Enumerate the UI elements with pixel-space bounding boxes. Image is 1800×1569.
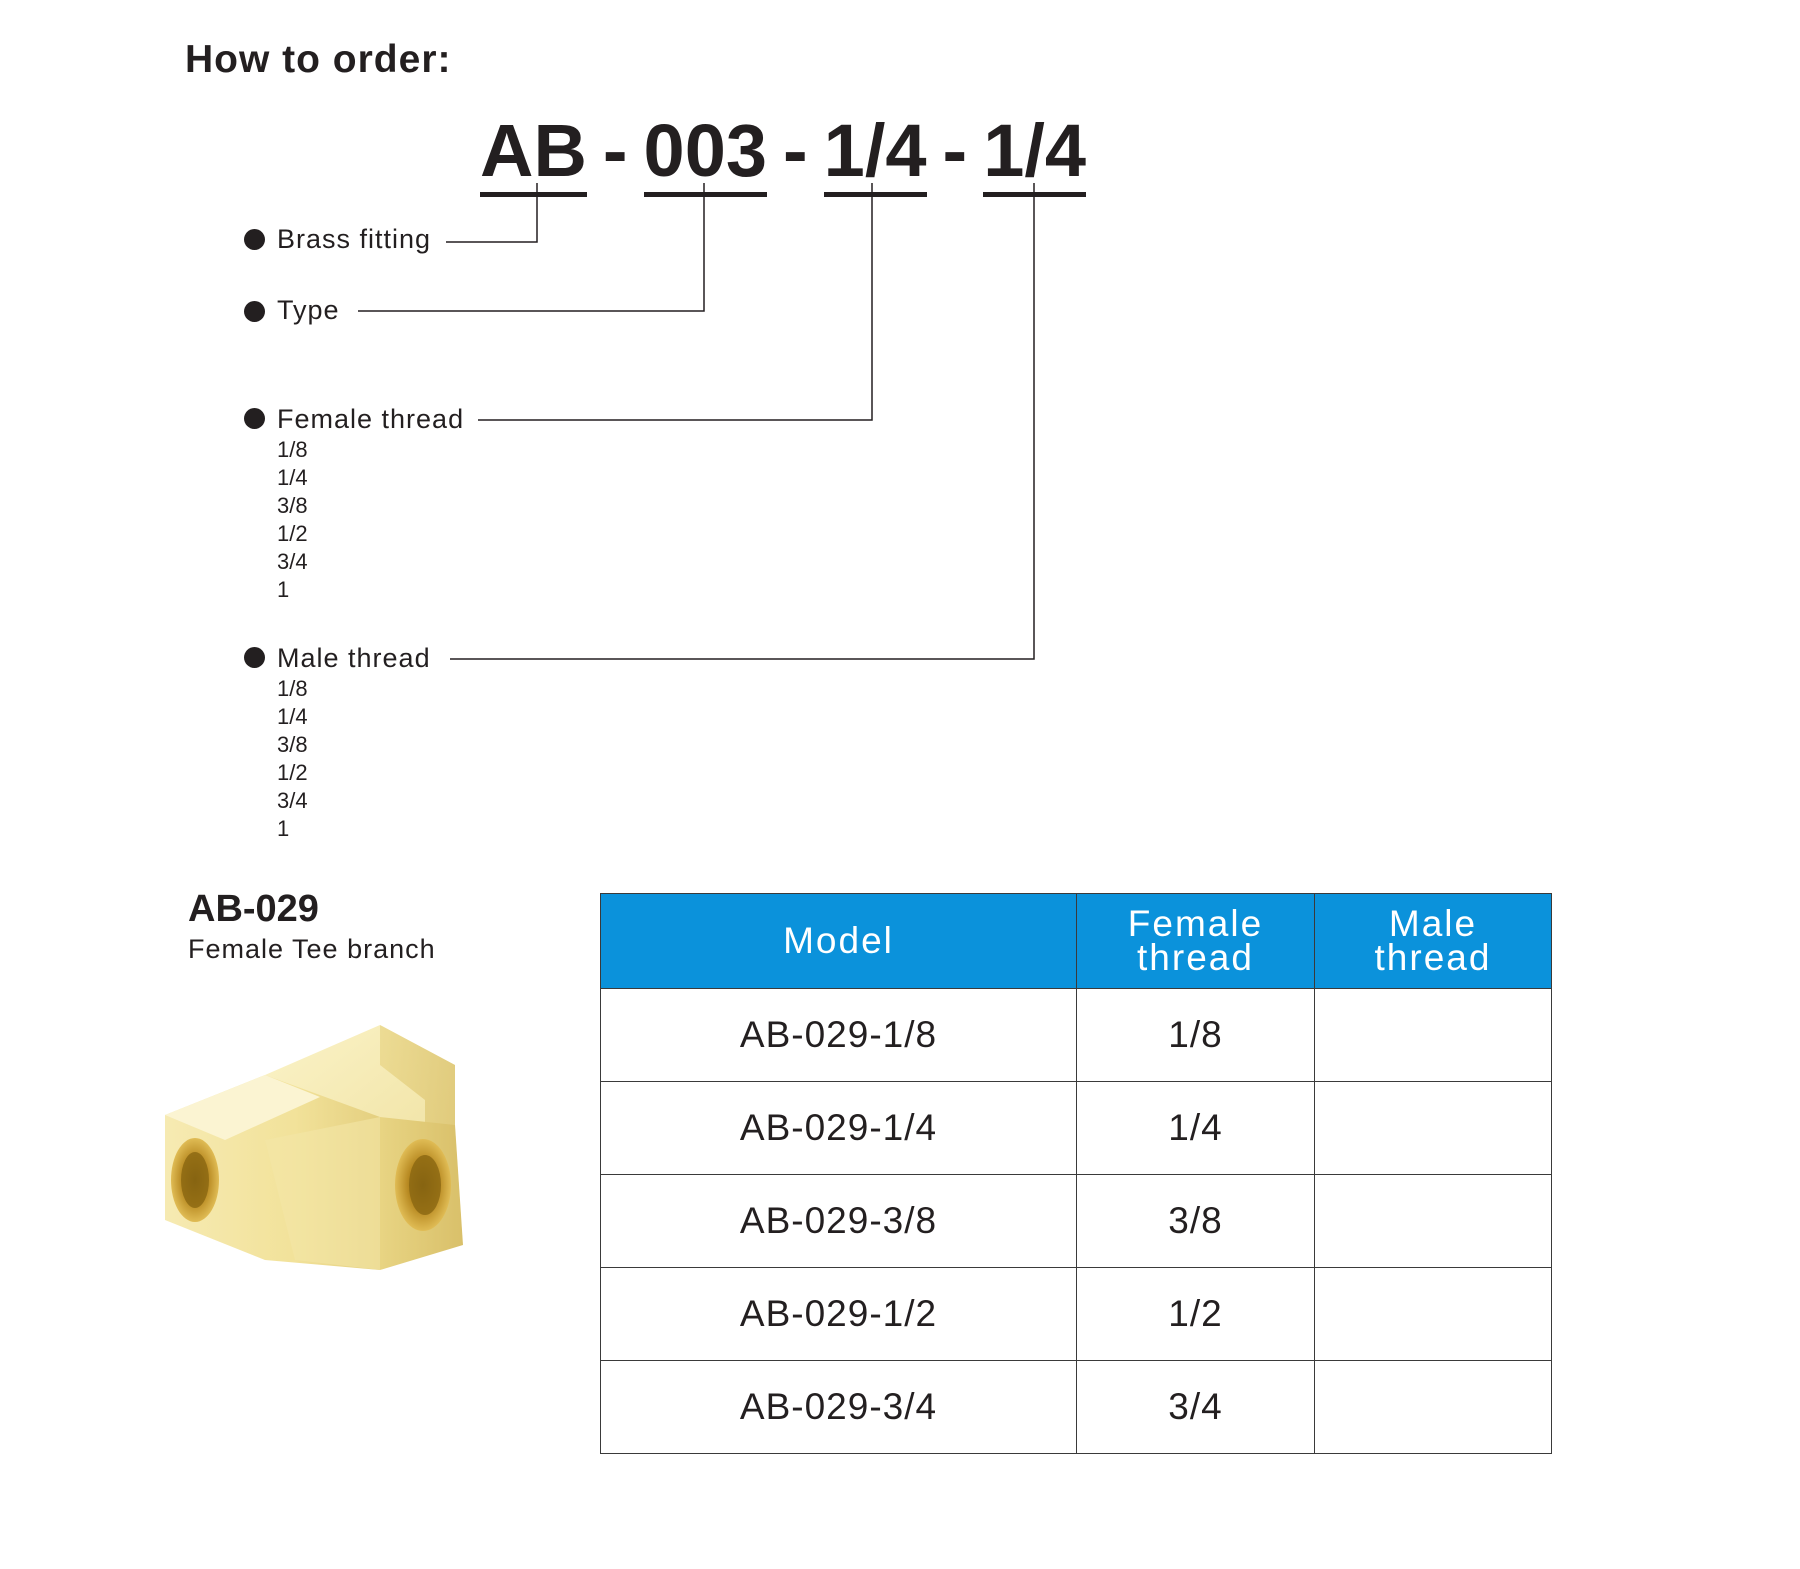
table-row: [601, 989, 1552, 1082]
brass-tee-fitting-icon: [155, 1005, 485, 1305]
code-prefix: AB: [480, 109, 587, 197]
cell-female-thread: 3/4: [1077, 1361, 1315, 1454]
field-female-thread: Female thread: [277, 404, 465, 434]
cell-female-thread: 1/8: [1077, 989, 1315, 1082]
leader-brass-fitting: [446, 183, 537, 242]
leader-male-thread: [450, 183, 1034, 659]
page-heading: How to order:: [185, 38, 452, 81]
product-model: AB-029: [188, 888, 319, 930]
field-type: Type: [277, 295, 340, 325]
cell-male-thread: [1315, 1268, 1552, 1361]
bullet-icon: [244, 408, 265, 429]
code-separator: -: [942, 109, 968, 192]
option-item: 1: [277, 577, 290, 602]
option-item: 1/2: [277, 521, 308, 546]
table-row: [601, 1361, 1552, 1454]
male-thread-options: [277, 675, 308, 843]
bullet-icon: [244, 229, 265, 250]
female-thread-options: [277, 436, 308, 604]
cell-model: AB-029-3/8: [601, 1175, 1077, 1268]
table-row: [601, 1082, 1552, 1175]
header-model: Model: [601, 894, 1077, 989]
code-type: 003: [644, 109, 767, 197]
option-item: 1/4: [277, 704, 308, 729]
option-item: 3/4: [277, 788, 308, 813]
header-male-thread: Male thread: [1315, 894, 1552, 989]
option-item: 1/8: [277, 437, 308, 462]
cell-male-thread: [1315, 1361, 1552, 1454]
option-item: 3/8: [277, 493, 308, 518]
header-female-thread: Female thread: [1077, 894, 1315, 989]
cell-model: AB-029-1/2: [601, 1268, 1077, 1361]
product-name: Female Tee branch: [188, 934, 436, 964]
bullet-icon: [244, 647, 265, 668]
field-male-thread: Male thread: [277, 643, 431, 673]
option-item: 3/8: [277, 732, 308, 757]
field-brass-fitting: Brass fitting: [277, 224, 432, 254]
cell-model: AB-029-3/4: [601, 1361, 1077, 1454]
cell-female-thread: 3/8: [1077, 1175, 1315, 1268]
code-female-thread: 1/4: [824, 109, 927, 197]
table-row: [601, 1175, 1552, 1268]
cell-male-thread: [1315, 1175, 1552, 1268]
option-item: 1/4: [277, 465, 308, 490]
option-item: 1/2: [277, 760, 308, 785]
option-item: 1: [277, 816, 290, 841]
code-separator: -: [783, 109, 808, 192]
cell-female-thread: 1/2: [1077, 1268, 1315, 1361]
table-row: [601, 1268, 1552, 1361]
spec-table: [600, 893, 1552, 1454]
option-item: 3/4: [277, 549, 308, 574]
cell-model: AB-029-1/4: [601, 1082, 1077, 1175]
bullet-icon: [244, 301, 265, 322]
code-male-thread: 1/4: [983, 109, 1086, 197]
cell-model: AB-029-1/8: [601, 989, 1077, 1082]
cell-female-thread: 1/4: [1077, 1082, 1315, 1175]
cell-male-thread: [1315, 1082, 1552, 1175]
cell-male-thread: [1315, 989, 1552, 1082]
code-separator: -: [602, 109, 628, 192]
table-header-row: [601, 894, 1552, 989]
option-item: 1/8: [277, 676, 308, 701]
